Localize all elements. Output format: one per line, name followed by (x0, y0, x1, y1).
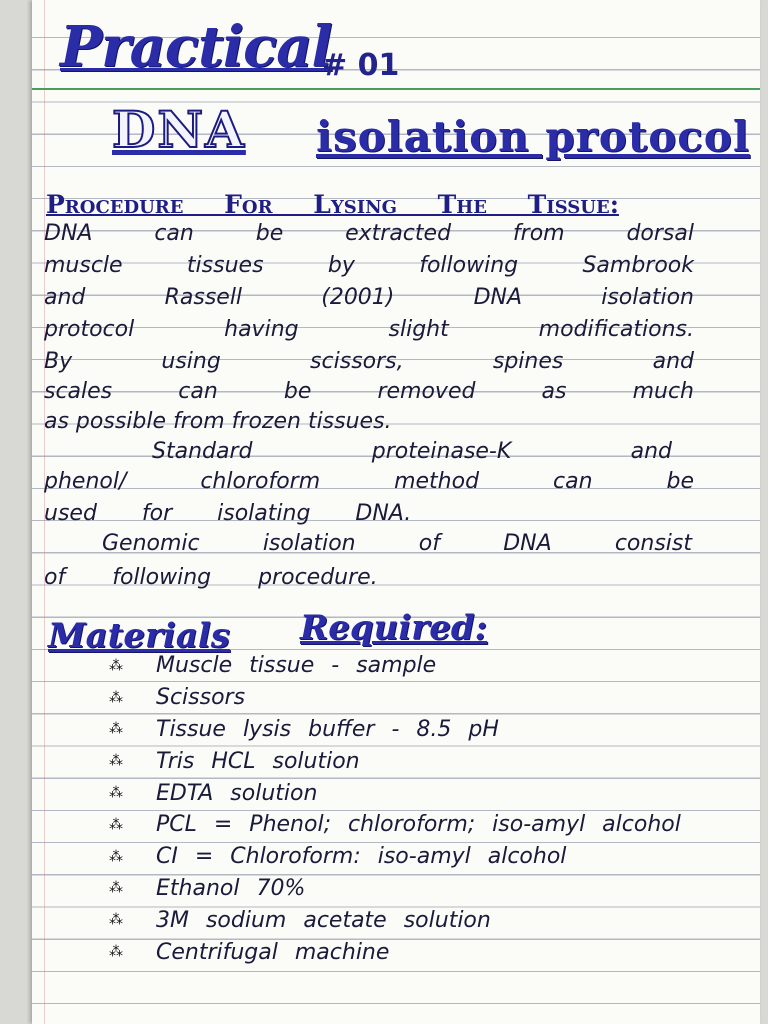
green-top-rule (32, 88, 760, 90)
list-item (104, 650, 681, 682)
procedure-line: phenol/ chloroform method can be (44, 469, 694, 494)
material-label: PCL = Phenol; chloroform; iso-amyl alcohol (156, 812, 681, 838)
triangle-dots-icon: ⁂ (109, 785, 123, 802)
procedure-line: muscle tissues by following Sambrook (44, 253, 694, 278)
list-item (104, 682, 681, 714)
material-label: 3M sodium acetate solution (156, 907, 491, 933)
triangle-dots-icon: ⁂ (109, 848, 123, 865)
procedure-line: protocol having slight modifications. (44, 317, 694, 342)
procedure-line: used for isolating DNA. (44, 501, 412, 526)
list-item (104, 777, 681, 809)
material-label: Tissue lysis buffer - 8.5 pH (156, 716, 499, 742)
list-item (104, 904, 681, 936)
list-item (104, 873, 681, 905)
procedure-line: scales can be removed as much (44, 379, 694, 404)
list-item (104, 936, 681, 968)
list-item (104, 841, 681, 873)
procedure-line: Genomic isolation of DNA consist (102, 531, 692, 556)
material-label: CI = Chloroform: iso-amyl alcohol (156, 844, 567, 870)
list-item (104, 809, 681, 841)
list-item (104, 714, 681, 746)
material-label: Ethanol 70% (156, 875, 306, 901)
procedure-line: of following procedure. (44, 565, 378, 590)
triangle-dots-icon: ⁂ (109, 721, 123, 738)
materials-heading: Materials (48, 616, 230, 656)
procedure-line: By using scissors, spines and (44, 349, 694, 374)
triangle-dots-icon: ⁂ (109, 944, 123, 961)
procedure-line: as possible from frozen tissues. (44, 409, 392, 434)
material-label: Muscle tissue - sample (156, 653, 437, 679)
procedure-line: Standard proteinase-K and (152, 439, 672, 464)
triangle-dots-icon: ⁂ (109, 689, 123, 706)
materials-list (104, 650, 681, 968)
subtitle-isolation-protocol: isolation protocol (316, 112, 750, 161)
notebook-page (32, 0, 760, 1024)
procedure-heading: Procedure For Lysing The Tissue: (46, 190, 619, 219)
procedure-line: and Rassell (2001) DNA isolation (44, 285, 694, 310)
material-label: Centrifugal machine (156, 939, 390, 965)
triangle-dots-icon: ⁂ (109, 753, 123, 770)
material-label: Tris HCL solution (156, 748, 360, 774)
list-item (104, 745, 681, 777)
subtitle-dna: DNA (112, 100, 246, 159)
triangle-dots-icon: ⁂ (109, 880, 123, 897)
material-label: EDTA solution (156, 780, 318, 806)
material-label: Scissors (156, 685, 246, 711)
procedure-line: DNA can be extracted from dorsal (44, 221, 694, 246)
triangle-dots-icon: ⁂ (109, 816, 123, 833)
triangle-dots-icon: ⁂ (109, 912, 123, 929)
triangle-dots-icon: ⁂ (109, 657, 123, 674)
required-heading: Required: (300, 608, 488, 648)
page-title: Practical (60, 14, 332, 80)
practical-number: # 01 (322, 48, 400, 83)
